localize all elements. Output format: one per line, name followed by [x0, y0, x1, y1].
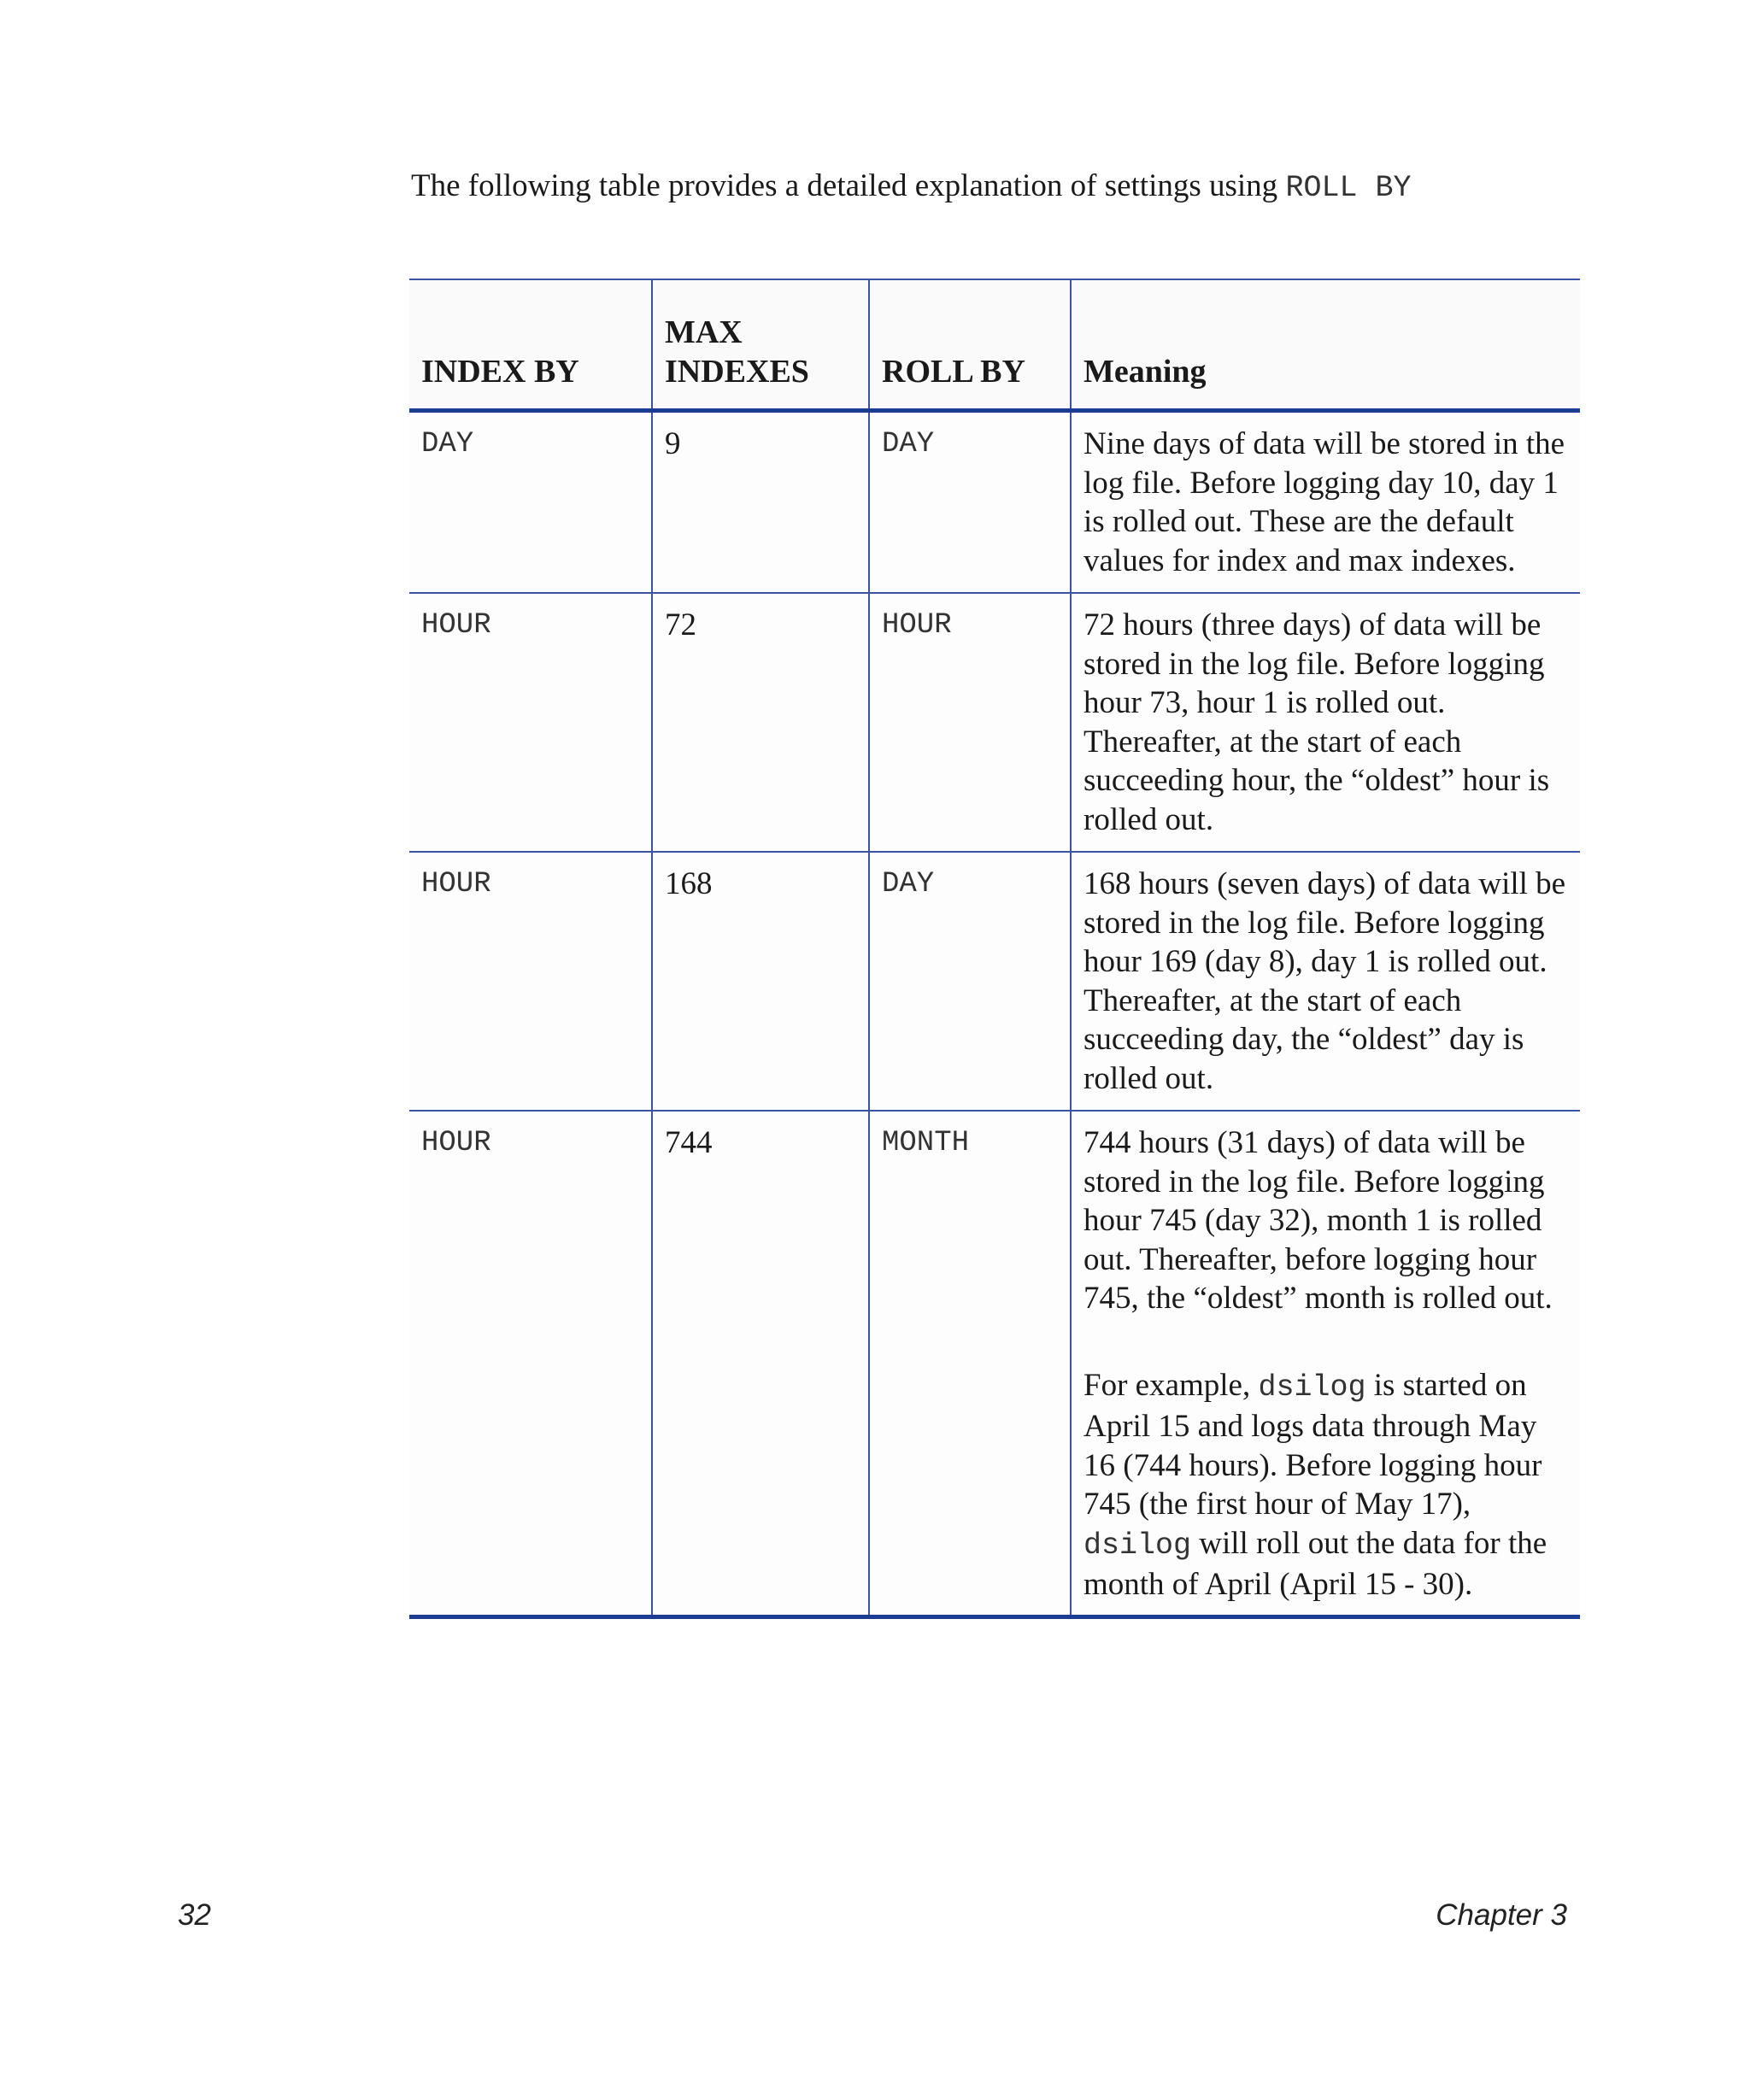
cell-roll-by: HOUR: [869, 593, 1071, 852]
cell-index-by: HOUR: [409, 1111, 652, 1616]
example-code-2: dsilog: [1083, 1528, 1192, 1563]
page-number: 32: [178, 1898, 211, 1932]
intro-paragraph: [411, 162, 1582, 212]
cell-meaning: [1071, 1111, 1580, 1616]
example-paragraph: [1083, 1366, 1570, 1604]
cell-roll-by: DAY: [869, 411, 1071, 594]
cell-meaning: 72 hours (three days) of data will be stored in the log file. Before logging hour 73, hour 1 is rolled out. Thereafter, at the start of each succeeding hour, the “oldest” hour is rolled out.: [1071, 593, 1580, 852]
cell-max-indexes: 168: [652, 852, 869, 1111]
header-roll-by: ROLL BY: [869, 279, 1071, 411]
cell-meaning: Nine days of data will be stored in the log file. Before logging day 10, day 1 is rolled out. These are the default values for index and max indexes.: [1071, 411, 1580, 594]
example-text-1: For example,: [1083, 1367, 1259, 1403]
example-text-3: will roll out the data for the month of April (April 15 - 30).: [1083, 1525, 1547, 1602]
intro-text: The following table provides a detailed explanation of settings using: [411, 168, 1286, 203]
cell-max-indexes: 72: [652, 593, 869, 852]
roll-by-table: [409, 279, 1580, 1619]
example-text-2: is started on April 15 and logs data through May 16 (744 hours). Before logging hour 745 (the first hour of May 17),: [1083, 1367, 1542, 1522]
table-header-row: [409, 279, 1580, 411]
cell-index-by: HOUR: [409, 593, 652, 852]
header-meaning: Meaning: [1071, 279, 1580, 411]
cell-index-by: DAY: [409, 411, 652, 594]
header-max-indexes: [652, 279, 869, 411]
cell-roll-by: DAY: [869, 852, 1071, 1111]
header-max-indexes-line2: INDEXES: [665, 354, 809, 390]
intro-code: ROLL BY: [1285, 171, 1412, 205]
cell-max-indexes: 9: [652, 411, 869, 594]
table-row: [409, 1111, 1580, 1616]
meaning-paragraph: 744 hours (31 days) of data will be stored in the log file. Before logging hour 745 (day 32), month 1 is rolled out. Thereafter, before logging hour 745, the “oldest” month is rolled out.: [1083, 1125, 1553, 1316]
header-max-indexes-line1: MAX: [665, 314, 743, 350]
table-row: [409, 852, 1580, 1111]
cell-max-indexes: 744: [652, 1111, 869, 1616]
cell-meaning: 168 hours (seven days) of data will be stored in the log file. Before logging hour 169 (day 8), day 1 is rolled out. Thereafter, at the start of each succeeding day, the “oldest” day is rolled out.: [1071, 852, 1580, 1111]
table-row: [409, 411, 1580, 594]
cell-index-by: HOUR: [409, 852, 652, 1111]
chapter-label: Chapter 3: [1436, 1898, 1567, 1932]
cell-roll-by: MONTH: [869, 1111, 1071, 1616]
example-code-1: dsilog: [1258, 1370, 1366, 1405]
header-index-by: INDEX BY: [409, 279, 652, 411]
table-row: [409, 593, 1580, 852]
